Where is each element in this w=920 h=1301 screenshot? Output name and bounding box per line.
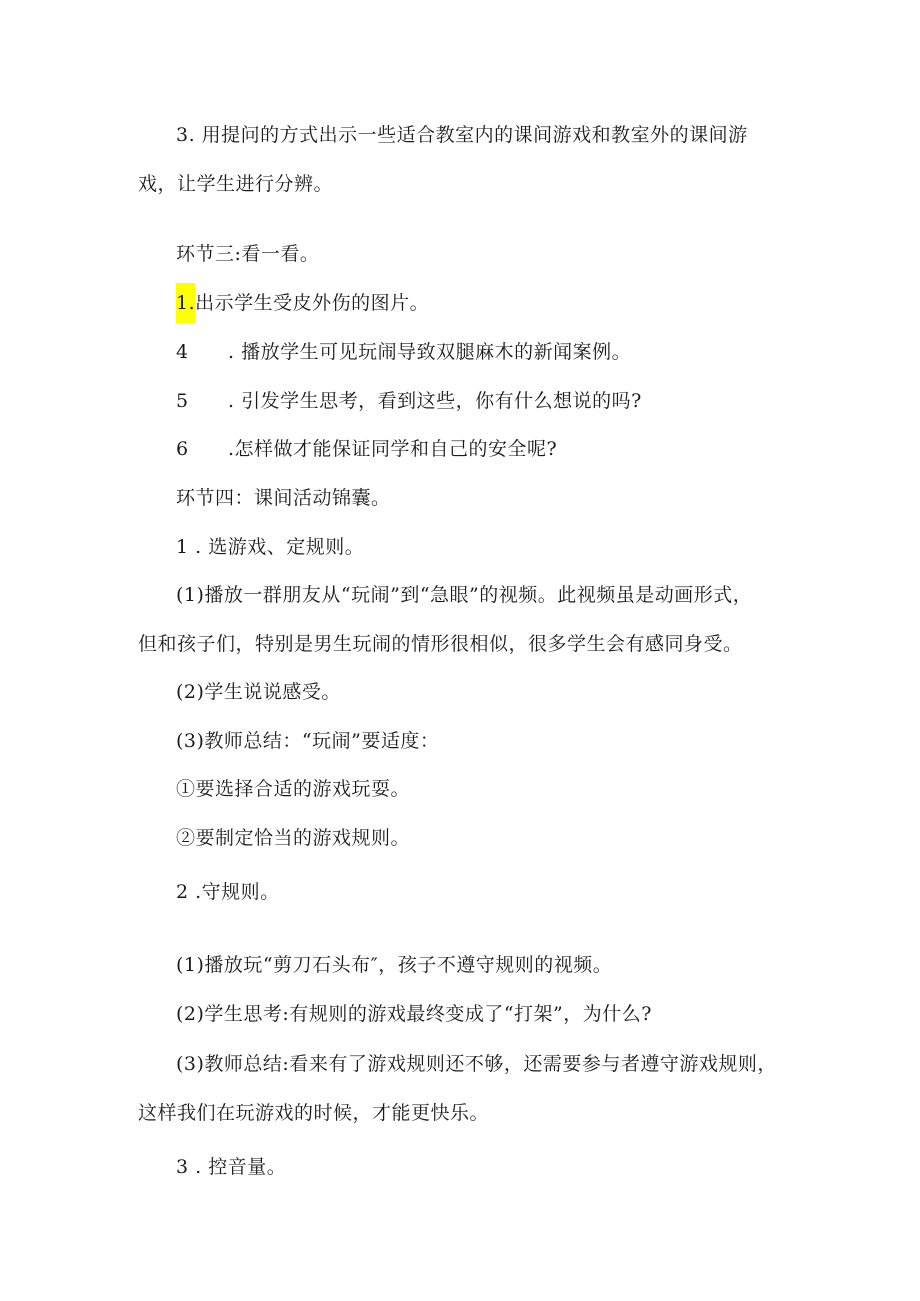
section-heading: 环节三:看一看。: [176, 243, 320, 265]
paragraph-line: (3)教师总结:看来有了游戏规则还不够，还需要参与者遵守游戏规则，: [176, 1053, 777, 1075]
paragraph-line: (1)播放一群朋友从“玩闹”到“急眼”的视频。此视频虽是动画形式，: [176, 584, 753, 606]
list-item: [176, 389, 642, 413]
highlighted-number: 1.: [176, 283, 195, 323]
list-item: (2)学生说说感受。: [176, 681, 341, 703]
list-item: [176, 340, 631, 364]
section-heading: 环节四：课间活动锦囊。: [176, 487, 391, 509]
list-item: [176, 291, 429, 315]
list-item-text: .怎样做才能保证同学和自己的安全呢?: [228, 438, 558, 460]
paragraph-line: 这样我们在玩游戏的时候，才能更快乐。: [138, 1102, 490, 1124]
paragraph-line: 但和孩子们，特别是男生玩闹的情形很相似，很多学生会有感同身受。: [138, 633, 743, 655]
list-item: 3 . 控音量。: [176, 1156, 287, 1178]
list-item: [176, 437, 557, 461]
list-item-text: . 引发学生思考，看到这些，你有什么想说的吗?: [228, 390, 642, 412]
list-item: 2 .守规则。: [176, 881, 280, 903]
list-item: ②要制定恰当的游戏规则。: [176, 827, 411, 849]
paragraph-line: 3. 用提问的方式出示一些适合教室内的课间游戏和教室外的课间游: [176, 124, 748, 146]
list-item: (2)学生思考:有规则的游戏最终变成了“打架”，为什么?: [176, 1003, 652, 1025]
list-item: (3)教师总结：“玩闹”要适度：: [176, 730, 440, 752]
list-item-number: 4: [176, 341, 189, 363]
list-item: (1)播放玩“剪刀石头布″，孩子不遵守规则的视频。: [176, 954, 613, 976]
list-item-text: 出示学生受皮外伤的图片。: [195, 292, 430, 314]
list-item-text: . 播放学生可见玩闹导致双腿麻木的新闻案例。: [228, 341, 632, 363]
list-item-number: 6: [176, 438, 189, 460]
list-item: ①要选择合适的游戏玩耍。: [176, 778, 411, 800]
paragraph-line: 戏，让学生进行分辨。: [138, 173, 334, 195]
list-item-number: 5: [176, 390, 189, 412]
list-item: 1 . 选游戏、定规则。: [176, 536, 365, 558]
